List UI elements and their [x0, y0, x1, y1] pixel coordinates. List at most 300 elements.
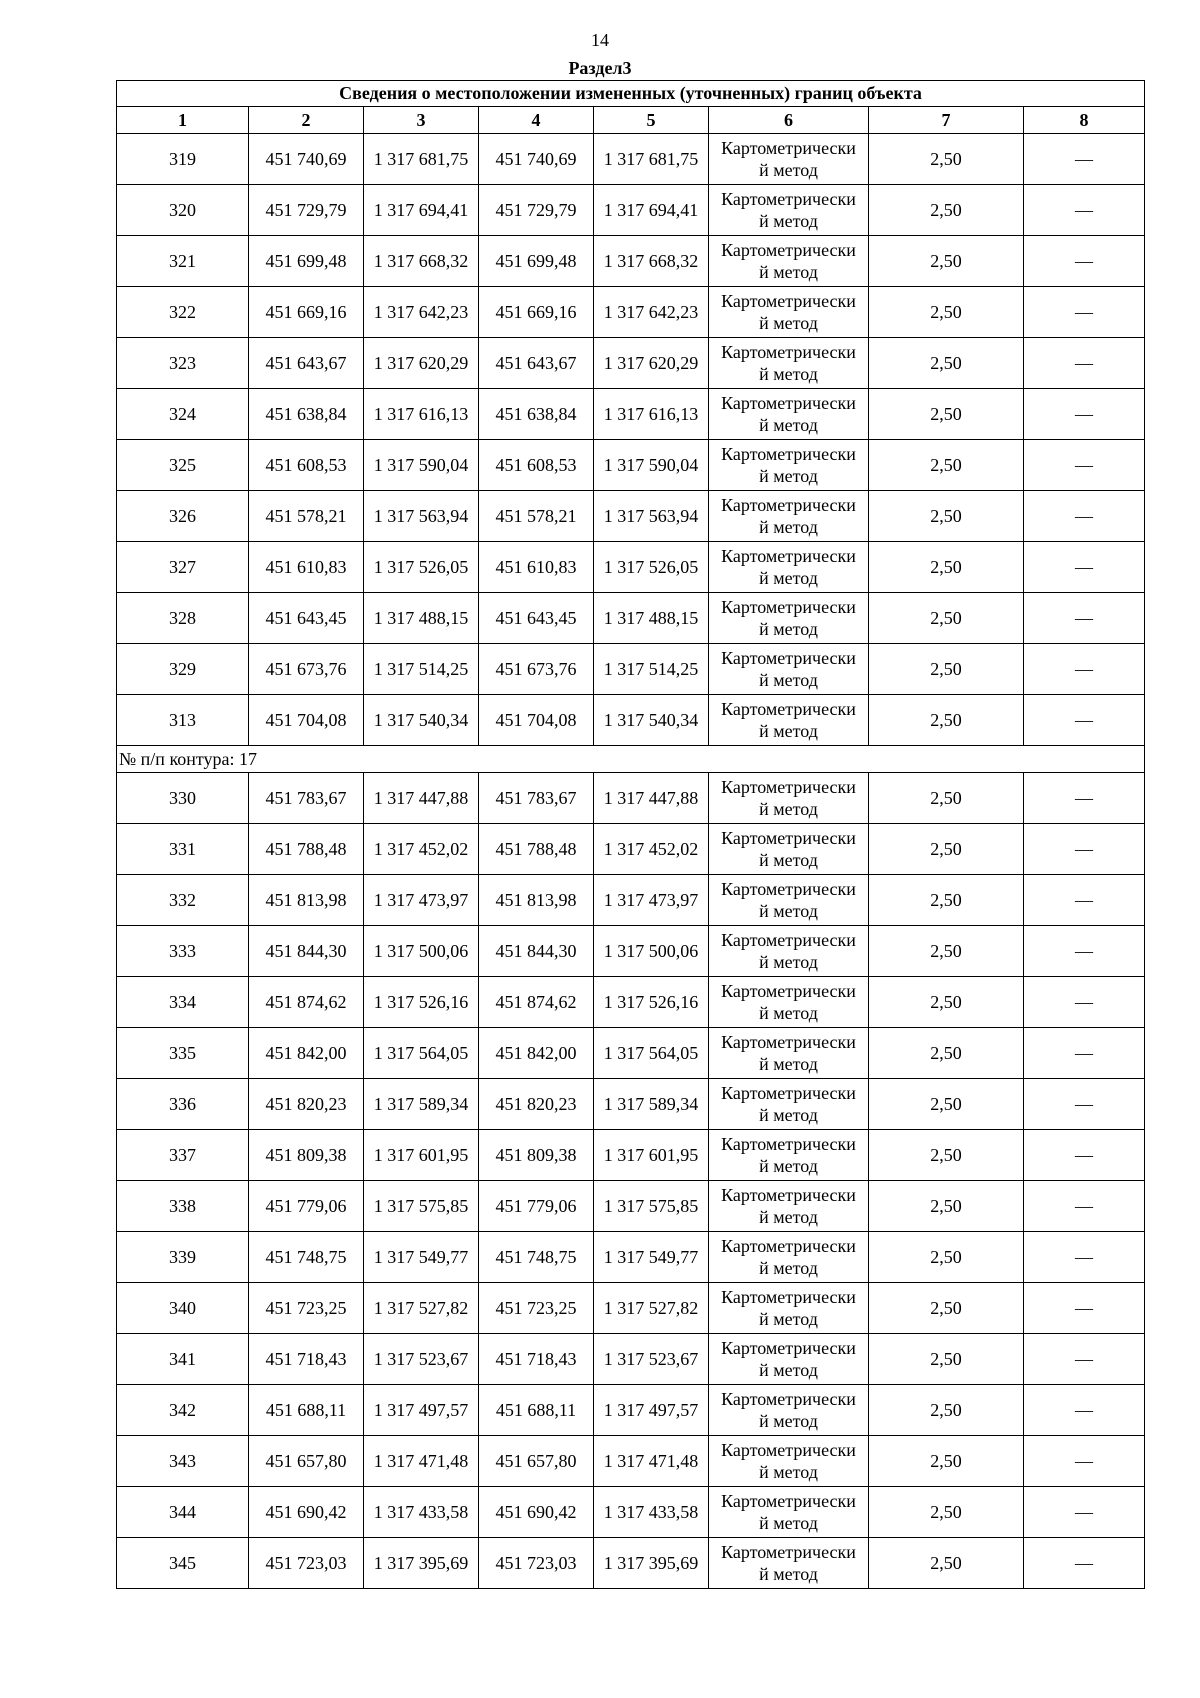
- cell-method: [709, 185, 869, 236]
- method-line: Картометрически: [721, 597, 856, 617]
- cell-n: 332: [117, 875, 249, 926]
- cell-method: [709, 1028, 869, 1079]
- cell-x2: 451 610,83: [479, 542, 594, 593]
- cell-y2: 1 317 620,29: [594, 338, 709, 389]
- cell-method: [709, 1334, 869, 1385]
- cell-n: 326: [117, 491, 249, 542]
- method-line: й метод: [759, 466, 818, 486]
- cell-x1: 451 578,21: [249, 491, 364, 542]
- method-line: Картометрически: [721, 1134, 856, 1154]
- cell-y1: 1 317 601,95: [364, 1130, 479, 1181]
- table-caption-row: [117, 81, 1145, 107]
- cell-x1: 451 779,06: [249, 1181, 364, 1232]
- cell-x1: 451 610,83: [249, 542, 364, 593]
- table-row: [117, 1079, 1145, 1130]
- cell-accuracy: 2,50: [869, 338, 1024, 389]
- cell-dash: —: [1024, 338, 1145, 389]
- method-line: Картометрически: [721, 393, 856, 413]
- cell-x1: 451 643,45: [249, 593, 364, 644]
- cell-x2: 451 874,62: [479, 977, 594, 1028]
- cell-n: 320: [117, 185, 249, 236]
- cell-y1: 1 317 447,88: [364, 773, 479, 824]
- cell-n: 342: [117, 1385, 249, 1436]
- cell-x1: 451 688,11: [249, 1385, 364, 1436]
- cell-x2: 451 657,80: [479, 1436, 594, 1487]
- cell-accuracy: 2,50: [869, 1436, 1024, 1487]
- cell-method: [709, 1130, 869, 1181]
- cell-method: [709, 1283, 869, 1334]
- cell-x1: 451 788,48: [249, 824, 364, 875]
- cell-y1: 1 317 642,23: [364, 287, 479, 338]
- cell-accuracy: 2,50: [869, 1130, 1024, 1181]
- method-line: й метод: [759, 568, 818, 588]
- cell-y1: 1 317 526,16: [364, 977, 479, 1028]
- cell-dash: —: [1024, 1028, 1145, 1079]
- cell-x1: 451 657,80: [249, 1436, 364, 1487]
- table-row: [117, 1385, 1145, 1436]
- table-row: [117, 977, 1145, 1028]
- table-row: [117, 1538, 1145, 1589]
- method-line: й метод: [759, 952, 818, 972]
- cell-n: 313: [117, 695, 249, 746]
- cell-x1: 451 673,76: [249, 644, 364, 695]
- coordinates-table: [116, 80, 1145, 1589]
- method-line: й метод: [759, 1207, 818, 1227]
- cell-n: 334: [117, 977, 249, 1028]
- table-row: [117, 1487, 1145, 1538]
- cell-dash: —: [1024, 1436, 1145, 1487]
- cell-y2: 1 317 471,48: [594, 1436, 709, 1487]
- cell-n: 330: [117, 773, 249, 824]
- cell-y2: 1 317 526,16: [594, 977, 709, 1028]
- cell-accuracy: 2,50: [869, 1487, 1024, 1538]
- cell-method: [709, 134, 869, 185]
- column-header: 7: [869, 107, 1024, 134]
- table-row: [117, 338, 1145, 389]
- cell-y2: 1 317 452,02: [594, 824, 709, 875]
- cell-x2: 451 729,79: [479, 185, 594, 236]
- table-row: [117, 1181, 1145, 1232]
- column-header: 8: [1024, 107, 1145, 134]
- cell-accuracy: 2,50: [869, 389, 1024, 440]
- cell-y1: 1 317 681,75: [364, 134, 479, 185]
- cell-y2: 1 317 514,25: [594, 644, 709, 695]
- cell-accuracy: 2,50: [869, 1385, 1024, 1436]
- cell-dash: —: [1024, 875, 1145, 926]
- method-line: й метод: [759, 670, 818, 690]
- cell-x1: 451 718,43: [249, 1334, 364, 1385]
- column-header: 6: [709, 107, 869, 134]
- method-line: Картометрически: [721, 1440, 856, 1460]
- cell-accuracy: 2,50: [869, 644, 1024, 695]
- table-body: [117, 134, 1145, 1589]
- cell-y2: 1 317 447,88: [594, 773, 709, 824]
- table-row: [117, 1232, 1145, 1283]
- method-line: й метод: [759, 850, 818, 870]
- cell-accuracy: 2,50: [869, 1028, 1024, 1079]
- cell-y2: 1 317 523,67: [594, 1334, 709, 1385]
- table-row: [117, 1130, 1145, 1181]
- cell-y2: 1 317 590,04: [594, 440, 709, 491]
- cell-x2: 451 638,84: [479, 389, 594, 440]
- cell-x2: 451 809,38: [479, 1130, 594, 1181]
- cell-x1: 451 704,08: [249, 695, 364, 746]
- cell-x2: 451 740,69: [479, 134, 594, 185]
- method-line: Картометрически: [721, 1542, 856, 1562]
- cell-x1: 451 820,23: [249, 1079, 364, 1130]
- method-line: Картометрически: [721, 291, 856, 311]
- cell-accuracy: 2,50: [869, 287, 1024, 338]
- cell-n: 341: [117, 1334, 249, 1385]
- cell-y1: 1 317 616,13: [364, 389, 479, 440]
- cell-method: [709, 977, 869, 1028]
- cell-x1: 451 809,38: [249, 1130, 364, 1181]
- table-row: [117, 491, 1145, 542]
- table-row: [117, 695, 1145, 746]
- cell-x1: 451 729,79: [249, 185, 364, 236]
- cell-n: 324: [117, 389, 249, 440]
- method-line: й метод: [759, 1003, 818, 1023]
- method-line: Картометрически: [721, 777, 856, 797]
- cell-accuracy: 2,50: [869, 542, 1024, 593]
- cell-y2: 1 317 549,77: [594, 1232, 709, 1283]
- cell-n: 333: [117, 926, 249, 977]
- cell-n: 343: [117, 1436, 249, 1487]
- method-line: й метод: [759, 160, 818, 180]
- table-row: [117, 1028, 1145, 1079]
- cell-x2: 451 813,98: [479, 875, 594, 926]
- method-line: Картометрически: [721, 828, 856, 848]
- cell-x2: 451 844,30: [479, 926, 594, 977]
- cell-n: 327: [117, 542, 249, 593]
- cell-method: [709, 1181, 869, 1232]
- cell-y1: 1 317 620,29: [364, 338, 479, 389]
- cell-y1: 1 317 514,25: [364, 644, 479, 695]
- cell-n: 325: [117, 440, 249, 491]
- cell-dash: —: [1024, 1538, 1145, 1589]
- cell-dash: —: [1024, 134, 1145, 185]
- cell-accuracy: 2,50: [869, 977, 1024, 1028]
- table-row: [117, 1283, 1145, 1334]
- method-line: й метод: [759, 517, 818, 537]
- cell-y1: 1 317 549,77: [364, 1232, 479, 1283]
- method-line: й метод: [759, 1462, 818, 1482]
- cell-accuracy: 2,50: [869, 1538, 1024, 1589]
- cell-x1: 451 723,03: [249, 1538, 364, 1589]
- cell-x2: 451 608,53: [479, 440, 594, 491]
- contour-row: [117, 746, 1145, 773]
- method-line: Картометрически: [721, 981, 856, 1001]
- cell-x1: 451 748,75: [249, 1232, 364, 1283]
- cell-dash: —: [1024, 644, 1145, 695]
- cell-y2: 1 317 668,32: [594, 236, 709, 287]
- cell-method: [709, 389, 869, 440]
- cell-n: 335: [117, 1028, 249, 1079]
- cell-method: [709, 926, 869, 977]
- cell-y1: 1 317 527,82: [364, 1283, 479, 1334]
- cell-method: [709, 1385, 869, 1436]
- method-line: Картометрически: [721, 1236, 856, 1256]
- cell-accuracy: 2,50: [869, 1283, 1024, 1334]
- column-header: 3: [364, 107, 479, 134]
- cell-accuracy: 2,50: [869, 1334, 1024, 1385]
- contour-label: № п/п контура: 17: [117, 746, 1145, 773]
- cell-y1: 1 317 590,04: [364, 440, 479, 491]
- cell-y2: 1 317 681,75: [594, 134, 709, 185]
- cell-y2: 1 317 473,97: [594, 875, 709, 926]
- cell-x1: 451 844,30: [249, 926, 364, 977]
- cell-accuracy: 2,50: [869, 1181, 1024, 1232]
- table-row: [117, 287, 1145, 338]
- cell-n: 328: [117, 593, 249, 644]
- cell-x2: 451 820,23: [479, 1079, 594, 1130]
- cell-y1: 1 317 668,32: [364, 236, 479, 287]
- cell-x1: 451 638,84: [249, 389, 364, 440]
- column-header: 4: [479, 107, 594, 134]
- cell-method: [709, 236, 869, 287]
- table-row: [117, 875, 1145, 926]
- cell-y1: 1 317 589,34: [364, 1079, 479, 1130]
- cell-x2: 451 688,11: [479, 1385, 594, 1436]
- cell-dash: —: [1024, 1487, 1145, 1538]
- cell-method: [709, 1538, 869, 1589]
- cell-y1: 1 317 694,41: [364, 185, 479, 236]
- cell-y2: 1 317 694,41: [594, 185, 709, 236]
- section-title: Раздел3: [568, 58, 632, 78]
- cell-accuracy: 2,50: [869, 695, 1024, 746]
- method-line: Картометрически: [721, 342, 856, 362]
- cell-accuracy: 2,50: [869, 593, 1024, 644]
- column-header: 1: [117, 107, 249, 134]
- method-line: й метод: [759, 1411, 818, 1431]
- cell-n: 329: [117, 644, 249, 695]
- cell-n: 323: [117, 338, 249, 389]
- cell-y1: 1 317 563,94: [364, 491, 479, 542]
- method-line: Картометрически: [721, 1389, 856, 1409]
- cell-y1: 1 317 526,05: [364, 542, 479, 593]
- cell-n: 336: [117, 1079, 249, 1130]
- cell-accuracy: 2,50: [869, 773, 1024, 824]
- cell-x2: 451 842,00: [479, 1028, 594, 1079]
- method-line: Картометрически: [721, 1287, 856, 1307]
- method-line: й метод: [759, 1513, 818, 1533]
- cell-y2: 1 317 601,95: [594, 1130, 709, 1181]
- cell-dash: —: [1024, 1283, 1145, 1334]
- table-row: [117, 824, 1145, 875]
- table-row: [117, 440, 1145, 491]
- method-line: й метод: [759, 619, 818, 639]
- cell-x1: 451 608,53: [249, 440, 364, 491]
- cell-x2: 451 669,16: [479, 287, 594, 338]
- cell-x2: 451 723,03: [479, 1538, 594, 1589]
- cell-method: [709, 824, 869, 875]
- cell-method: [709, 1436, 869, 1487]
- method-line: Картометрически: [721, 444, 856, 464]
- cell-x2: 451 578,21: [479, 491, 594, 542]
- cell-y2: 1 317 395,69: [594, 1538, 709, 1589]
- method-line: Картометрически: [721, 1338, 856, 1358]
- cell-y1: 1 317 452,02: [364, 824, 479, 875]
- method-line: Картометрически: [721, 879, 856, 899]
- cell-y2: 1 317 589,34: [594, 1079, 709, 1130]
- method-line: й метод: [759, 262, 818, 282]
- cell-n: 319: [117, 134, 249, 185]
- table-row: [117, 1436, 1145, 1487]
- cell-dash: —: [1024, 593, 1145, 644]
- cell-accuracy: 2,50: [869, 440, 1024, 491]
- cell-x1: 451 813,98: [249, 875, 364, 926]
- method-line: й метод: [759, 721, 818, 741]
- table-caption: Сведения о местоположении измененных (уточненных) границ объекта: [117, 81, 1145, 107]
- cell-x2: 451 690,42: [479, 1487, 594, 1538]
- cell-n: 331: [117, 824, 249, 875]
- cell-y2: 1 317 616,13: [594, 389, 709, 440]
- cell-accuracy: 2,50: [869, 824, 1024, 875]
- cell-y2: 1 317 564,05: [594, 1028, 709, 1079]
- cell-x2: 451 779,06: [479, 1181, 594, 1232]
- cell-accuracy: 2,50: [869, 134, 1024, 185]
- cell-y1: 1 317 564,05: [364, 1028, 479, 1079]
- method-line: й метод: [759, 799, 818, 819]
- method-line: й метод: [759, 1564, 818, 1584]
- cell-x1: 451 643,67: [249, 338, 364, 389]
- table-row: [117, 389, 1145, 440]
- cell-method: [709, 542, 869, 593]
- cell-method: [709, 491, 869, 542]
- cell-y1: 1 317 473,97: [364, 875, 479, 926]
- cell-y1: 1 317 488,15: [364, 593, 479, 644]
- cell-y2: 1 317 527,82: [594, 1283, 709, 1334]
- cell-x2: 451 748,75: [479, 1232, 594, 1283]
- table-row: [117, 236, 1145, 287]
- cell-n: 340: [117, 1283, 249, 1334]
- method-line: Картометрически: [721, 930, 856, 950]
- cell-dash: —: [1024, 1079, 1145, 1130]
- cell-y1: 1 317 500,06: [364, 926, 479, 977]
- column-header-row: [117, 107, 1145, 134]
- cell-x2: 451 718,43: [479, 1334, 594, 1385]
- cell-n: 345: [117, 1538, 249, 1589]
- cell-y1: 1 317 497,57: [364, 1385, 479, 1436]
- table-row: [117, 134, 1145, 185]
- cell-x2: 451 699,48: [479, 236, 594, 287]
- cell-dash: —: [1024, 977, 1145, 1028]
- method-line: й метод: [759, 1156, 818, 1176]
- page-number: 14: [591, 30, 609, 50]
- cell-dash: —: [1024, 926, 1145, 977]
- cell-dash: —: [1024, 185, 1145, 236]
- cell-x1: 451 690,42: [249, 1487, 364, 1538]
- method-line: Картометрически: [721, 546, 856, 566]
- cell-dash: —: [1024, 695, 1145, 746]
- cell-y2: 1 317 488,15: [594, 593, 709, 644]
- cell-method: [709, 773, 869, 824]
- cell-n: 321: [117, 236, 249, 287]
- method-line: й метод: [759, 1360, 818, 1380]
- cell-y2: 1 317 575,85: [594, 1181, 709, 1232]
- cell-x1: 451 723,25: [249, 1283, 364, 1334]
- method-line: Картометрически: [721, 1032, 856, 1052]
- cell-x2: 451 643,67: [479, 338, 594, 389]
- method-line: й метод: [759, 364, 818, 384]
- method-line: Картометрически: [721, 1185, 856, 1205]
- column-header: 2: [249, 107, 364, 134]
- cell-x1: 451 842,00: [249, 1028, 364, 1079]
- table-row: [117, 644, 1145, 695]
- cell-n: 344: [117, 1487, 249, 1538]
- cell-y1: 1 317 395,69: [364, 1538, 479, 1589]
- cell-y1: 1 317 471,48: [364, 1436, 479, 1487]
- table-row: [117, 593, 1145, 644]
- method-line: Картометрически: [721, 240, 856, 260]
- cell-n: 339: [117, 1232, 249, 1283]
- cell-accuracy: 2,50: [869, 1079, 1024, 1130]
- cell-dash: —: [1024, 491, 1145, 542]
- cell-accuracy: 2,50: [869, 1232, 1024, 1283]
- cell-dash: —: [1024, 1181, 1145, 1232]
- cell-method: [709, 1232, 869, 1283]
- cell-y1: 1 317 433,58: [364, 1487, 479, 1538]
- cell-x1: 451 874,62: [249, 977, 364, 1028]
- method-line: Картометрически: [721, 1491, 856, 1511]
- method-line: Картометрически: [721, 495, 856, 515]
- table-row: [117, 1334, 1145, 1385]
- cell-accuracy: 2,50: [869, 236, 1024, 287]
- cell-dash: —: [1024, 1130, 1145, 1181]
- cell-y2: 1 317 500,06: [594, 926, 709, 977]
- cell-y2: 1 317 563,94: [594, 491, 709, 542]
- cell-dash: —: [1024, 440, 1145, 491]
- cell-accuracy: 2,50: [869, 491, 1024, 542]
- cell-dash: —: [1024, 287, 1145, 338]
- cell-x1: 451 740,69: [249, 134, 364, 185]
- cell-dash: —: [1024, 542, 1145, 593]
- cell-method: [709, 1079, 869, 1130]
- cell-method: [709, 338, 869, 389]
- cell-y2: 1 317 642,23: [594, 287, 709, 338]
- cell-dash: —: [1024, 1334, 1145, 1385]
- cell-dash: —: [1024, 773, 1145, 824]
- cell-x1: 451 699,48: [249, 236, 364, 287]
- cell-method: [709, 440, 869, 491]
- cell-accuracy: 2,50: [869, 185, 1024, 236]
- cell-x2: 451 704,08: [479, 695, 594, 746]
- cell-y1: 1 317 575,85: [364, 1181, 479, 1232]
- column-header: 5: [594, 107, 709, 134]
- table-row: [117, 542, 1145, 593]
- cell-x2: 451 643,45: [479, 593, 594, 644]
- cell-accuracy: 2,50: [869, 875, 1024, 926]
- cell-y1: 1 317 523,67: [364, 1334, 479, 1385]
- method-line: й метод: [759, 313, 818, 333]
- method-line: й метод: [759, 211, 818, 231]
- cell-dash: —: [1024, 389, 1145, 440]
- method-line: Картометрически: [721, 648, 856, 668]
- method-line: й метод: [759, 1105, 818, 1125]
- cell-x2: 451 673,76: [479, 644, 594, 695]
- cell-y2: 1 317 433,58: [594, 1487, 709, 1538]
- cell-y2: 1 317 497,57: [594, 1385, 709, 1436]
- cell-y2: 1 317 540,34: [594, 695, 709, 746]
- cell-y1: 1 317 540,34: [364, 695, 479, 746]
- cell-dash: —: [1024, 1232, 1145, 1283]
- cell-method: [709, 644, 869, 695]
- method-line: Картометрически: [721, 138, 856, 158]
- cell-n: 338: [117, 1181, 249, 1232]
- cell-n: 337: [117, 1130, 249, 1181]
- method-line: й метод: [759, 1054, 818, 1074]
- table-row: [117, 185, 1145, 236]
